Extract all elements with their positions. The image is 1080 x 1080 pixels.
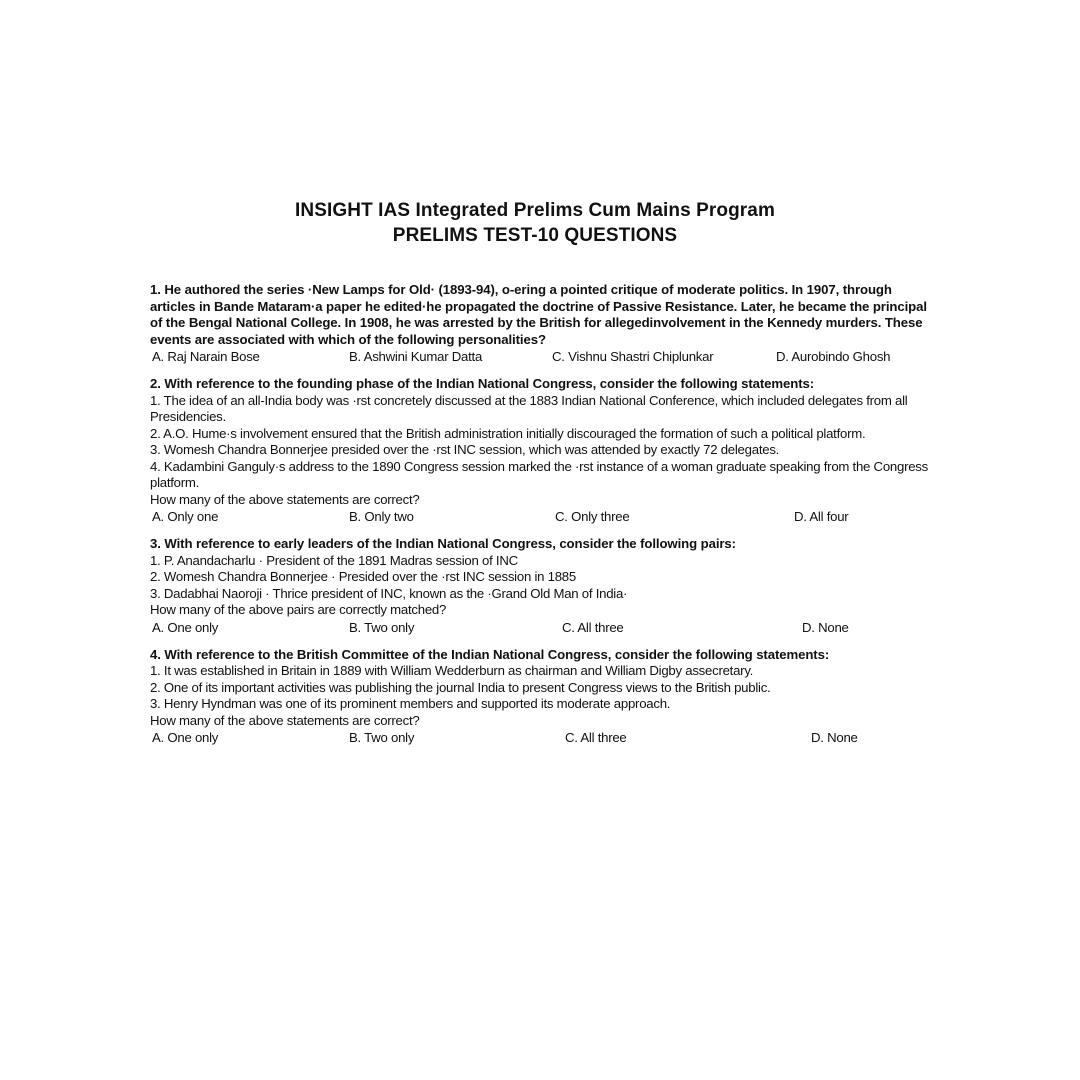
question-prompt: How many of the above pairs are correctly matched? (150, 602, 447, 617)
option-b[interactable]: B. Two only (349, 619, 415, 635)
question-1 (150, 282, 930, 365)
question-prompt: How many of the above statements are correct? (150, 712, 420, 728)
option-b[interactable]: B. Two only (349, 730, 415, 745)
statement: 3. Henry Hyndman was one of its prominent members and supported its moderate approach. (150, 696, 671, 711)
question-3 (150, 536, 930, 636)
option-d[interactable]: D. Aurobindo Ghosh (776, 349, 891, 364)
pair-statement: 2. Womesh Chandra Bonnerjee · Presided over the ·rst INC session in 1885 (150, 569, 576, 584)
option-c[interactable]: C. Vishnu Shastri Chiplunkar (552, 349, 714, 364)
document-title (140, 198, 930, 248)
option-c[interactable]: C. Only three (555, 509, 630, 524)
question-prompt: How many of the above statements are correct? (150, 491, 420, 507)
pair-statement: 3. Dadabhai Naoroji · Thrice president of INC, known as the ·Grand Old Man of India· (150, 585, 628, 601)
statement: 2. One of its important activities was publishing the journal India to present Congress views to the British public. (150, 679, 771, 695)
option-c[interactable]: C. All three (565, 730, 627, 745)
option-d[interactable]: D. All four (794, 509, 849, 524)
question-stem: 2. With reference to the founding phase of the Indian National Congress, consider the following statements: (150, 376, 815, 391)
answer-options (150, 619, 930, 636)
pair-statement: 1. P. Anandacharlu · President of the 1891 Madras session of INC (150, 552, 518, 568)
statement: 1. The idea of an all-India body was ·rst concretely discussed at the 1883 Indian National Conference, which included delegates from all Presidencies. (150, 392, 908, 424)
question-2 (150, 376, 930, 525)
question-stem: 4. With reference to the British Committee of the Indian National Congress, consider the following statements: (150, 646, 830, 662)
statement: 2. A.O. Hume·s involvement ensured that the British administration initially discouraged the formation of such a political platform. (150, 425, 866, 441)
option-c[interactable]: C. All three (562, 619, 624, 635)
option-a[interactable]: A. One only (152, 619, 219, 635)
document-page (150, 198, 930, 746)
answer-options (150, 729, 930, 746)
answer-options (150, 348, 930, 365)
statement: 3. Womesh Chandra Bonnerjee presided over the ·rst INC session, which was attended by exactly 72 delegates. (150, 442, 780, 457)
option-b[interactable]: B. Only two (349, 509, 414, 524)
option-a[interactable]: A. Only one (152, 509, 219, 524)
option-b[interactable]: B. Ashwini Kumar Datta (349, 349, 483, 364)
statement: 4. Kadambini Ganguly·s address to the 1890 Congress session marked the ·rst instance of a woman graduate speaking from the Congress platform. (150, 458, 928, 490)
question-stem: 1. He authored the series ·New Lamps for Old· (1893-94), o-ering a pointed critique of moderate politics. In 1907, through articles in Bande Mataram·a paper he edited·he propagated the doctrine of Passive Resistance. Later, he became the principal of the Bengal National College. In 1908, he was arrested by the British for allegedinvolvement in the Kennedy murders. These events are associated with which of the following personalities? (150, 282, 927, 347)
answer-options (150, 508, 930, 525)
title-line-2: PRELIMS TEST-10 QUESTIONS (392, 225, 678, 246)
statement: 1. It was established in Britain in 1889 with William Wedderburn as chairman and William Digby assecretary. (150, 663, 754, 678)
option-d[interactable]: D. None (811, 730, 858, 745)
option-a[interactable]: A. One only (152, 730, 219, 745)
option-a[interactable]: A. Raj Narain Bose (152, 349, 260, 364)
title-line-1: INSIGHT IAS Integrated Prelims Cum Mains Program (295, 200, 775, 221)
question-stem: 3. With reference to early leaders of the Indian National Congress, consider the following pairs: (150, 536, 736, 551)
question-4 (150, 647, 930, 747)
option-d[interactable]: D. None (802, 619, 849, 635)
